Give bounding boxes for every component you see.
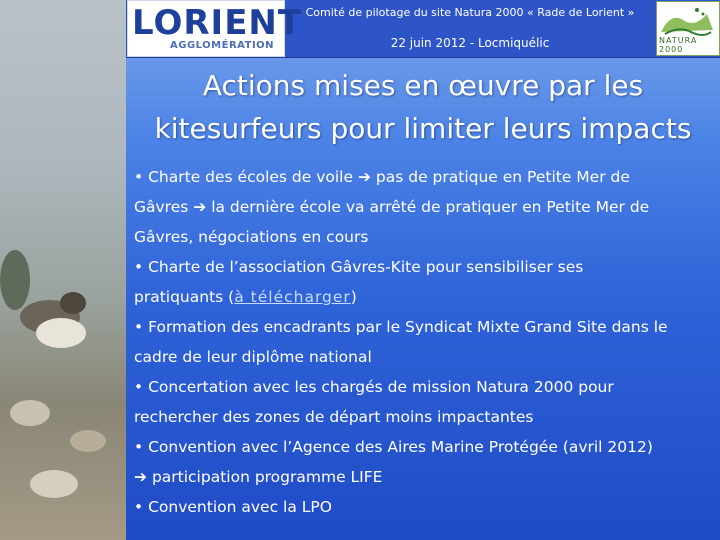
item-text: Convention avec l’Agence des Aires Marine Protégée (avril 2012) [148,438,653,456]
item-text: la dernière école va arrêté de pratiquer en Petite Mer de [211,198,650,216]
slide-title [126,64,720,150]
bullet: • [134,498,144,516]
item-text: ) [350,288,357,306]
item-text: Formation des encadrants par le Syndicat Mixte Grand Site dans le [148,318,668,336]
meeting-date: 22 juin 2012 - Locmiquélic [390,36,550,50]
header-text [285,6,655,51]
natura-label: NATURA 2000 [659,36,698,54]
title-line-1: Actions mises en œuvre par les [202,69,644,102]
pebble [70,430,106,452]
download-link[interactable]: à télécharger [234,288,351,306]
list-item-continued [134,342,714,372]
bullet: • [134,168,144,186]
item-text: Concertation avec les chargés de mission Natura 2000 pour [148,378,614,396]
bird-left [0,250,30,310]
list-item [134,312,714,342]
list-item [134,252,714,282]
item-text: pas de pratique en Petite Mer de [375,168,630,186]
bullet: • [134,438,144,456]
list-item-continued [134,462,714,492]
list-item-continued [134,222,714,252]
logo-word: LORIENT [132,3,303,43]
pebble [10,400,50,426]
item-text: participation programme LIFE [151,468,383,486]
bullet: • [134,318,144,336]
bullet: • [134,378,144,396]
logo-subtitle: AGGLOMÉRATION [170,40,275,51]
list-item [134,162,714,192]
natura-2000-logo [656,1,720,56]
pebble [30,470,78,498]
item-text: cadre de leur diplôme national [134,348,372,366]
item-text: Gâvres, négociations en cours [134,228,369,246]
arrow-right-icon: ➔ [193,198,207,216]
item-text: rechercher des zones de départ moins impactantes [134,408,534,426]
item-text: Gâvres [134,198,189,216]
bullet: • [134,258,144,276]
title-line-2: kitesurfeurs pour limiter leurs impacts [154,112,692,145]
list-item [134,432,714,462]
bird-photo [0,0,126,540]
item-text: Convention avec la LPO [148,498,332,516]
bird-belly [36,318,86,348]
lorient-logo [127,0,303,57]
list-item-continued [134,282,714,312]
list-item-continued [134,402,714,432]
item-text: Charte des écoles de voile [148,168,354,186]
list-item [134,492,714,522]
item-text: Charte de l’association Gâvres-Kite pour sensibiliser ses [148,258,584,276]
item-text: pratiquants ( [134,288,235,306]
arrow-right-icon: ➔ [357,168,371,186]
list-item [134,372,714,402]
meeting-title: Comité de pilotage du site Natura 2000 « Rade de Lorient » [305,6,635,19]
arrow-right-icon: ➔ [134,468,147,486]
bird-head [60,292,86,314]
bullet-list [134,162,714,522]
list-item-continued [134,192,714,222]
